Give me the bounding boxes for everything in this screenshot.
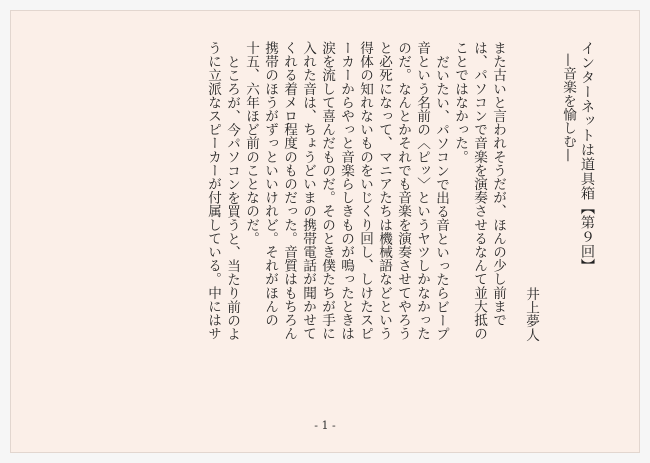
document-page bbox=[10, 10, 640, 453]
body-line: だいたい、パソコンで出る音といったらビープ bbox=[433, 55, 449, 341]
body-line: くれる着メロ程度のものだった。音質はもちろん bbox=[281, 41, 297, 341]
article-title: インターネットは道具箱【第９回】 bbox=[579, 41, 595, 273]
body-line: 得体の知れないものをいじくり回し、しけたスピ bbox=[357, 41, 373, 341]
page-number: - 1 - bbox=[314, 419, 336, 432]
body-line: は、パソコンで音楽を演奏させるなんて並大抵の bbox=[471, 41, 487, 341]
article-subtitle: —音楽を愉しむ— bbox=[560, 53, 576, 162]
body-line: ことではなかった。 bbox=[452, 41, 468, 164]
body-line: と必死になって、マニアたちは機械語などという bbox=[376, 41, 392, 341]
body-line: のだ。なんとかそれでも音楽を演奏させてやろう bbox=[395, 41, 411, 341]
body-line: 十五、六年ほど前のことなのだ。 bbox=[243, 41, 259, 245]
column-spacer bbox=[507, 41, 521, 42]
body-line: また古いと言われそうだが、ほんの少し前まで bbox=[490, 41, 506, 327]
body-line: 入れた音は、ちょうどいまの携帯電話が聞かせて bbox=[300, 41, 316, 341]
body-line: ーカーからやっと音楽らしきものが鳴ったときは bbox=[338, 41, 354, 341]
body-line: 携帯のほうがずっといいけれど。それがほんの bbox=[262, 41, 278, 327]
author-name: 井上夢人 bbox=[523, 286, 539, 341]
body-line: 音という名前の〈ピッ〉というヤツしかなかった bbox=[414, 41, 430, 341]
vertical-text-block bbox=[203, 41, 596, 421]
body-line: 涙を流して喜んだものだ。そのとき僕たちが手に bbox=[319, 41, 335, 341]
body-line: うに立派なスピーカーが付属している。中にはサ bbox=[205, 41, 221, 341]
body-line: ところが、今パソコンを買うと、当たり前のよ bbox=[224, 55, 240, 341]
